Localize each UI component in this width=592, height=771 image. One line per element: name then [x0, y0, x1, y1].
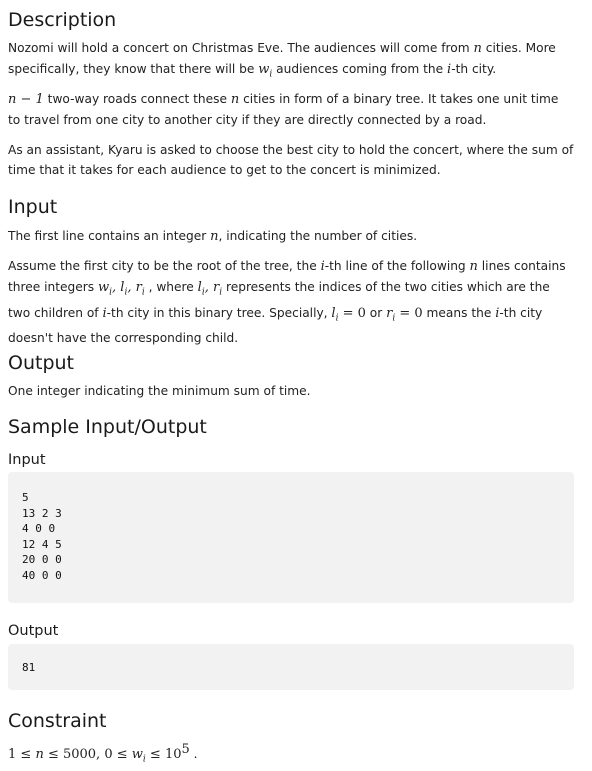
sample-input-line: 4 0 0	[22, 522, 56, 535]
output-paragraph: One integer indicating the minimum sum of time.	[8, 384, 311, 398]
description-paragraph-3: As an assistant, Kyaru is asked to choose the best city to hold the concert, where the sum of time that it takes for each audience to get to the concert is minimized.	[8, 143, 574, 177]
constraint-section	[8, 709, 574, 733]
description-section	[8, 8, 574, 32]
sample-output-line: 81	[22, 661, 36, 674]
sample-input-code	[8, 472, 574, 603]
constraint-heading: Constraint	[8, 710, 107, 732]
sample-section	[8, 415, 574, 439]
input-paragraph-2: Assume the first city to be the root of the tree, the i-th line of the following n lines contains three integers $w_i$, $l_i$, $r_i$ , where $l_i$, $r_i$ represents the indices of the two cities which are the two children of i-th city in this binary tree. Specially, $l_i = 0$ or $r_i = 0$ means the i-th city doesn't have the corresponding child.	[8, 259, 566, 346]
sample-output-label-wrap	[8, 622, 574, 640]
sample-input-line: 40 0 0	[22, 568, 62, 582]
sample-heading: Sample Input/Output	[8, 416, 207, 438]
output-heading: Output	[8, 352, 74, 374]
input-section	[8, 195, 574, 219]
description-heading: Description	[8, 9, 117, 31]
sample-input-line: 20 0 0	[22, 553, 62, 566]
sample-input-label-wrap	[8, 451, 574, 469]
description-paragraph-1: Nozomi will hold a concert on Christmas Eve. The audiences will come from n cities. More specifically, they know that there will be $w_i$ audiences coming from the i-th city.	[8, 41, 556, 80]
input-heading: Input	[8, 196, 58, 218]
sample-output-label: Output	[8, 623, 59, 639]
sample-input-line: 12 4 5	[22, 537, 62, 551]
constraint-formula: 1 ≤ n ≤ 5000, $0 \le w_i \le 10^5$ .	[8, 742, 198, 765]
sample-input-line: 5	[22, 491, 29, 504]
input-paragraph-1: The first line contains an integer n, indicating the number of cities.	[8, 229, 418, 244]
description-paragraph-2: n − 1 two-way roads connect these n cities in form of a binary tree. It takes one unit time to travel from one city to another city if they are directly connected by a road.	[8, 92, 559, 127]
sample-input-label: Input	[8, 452, 46, 468]
sample-output-code	[8, 644, 574, 690]
sample-input-block	[8, 472, 574, 603]
sample-output-block	[8, 644, 574, 690]
sample-input-line: 13 2 3	[22, 506, 62, 520]
output-section	[8, 351, 574, 375]
